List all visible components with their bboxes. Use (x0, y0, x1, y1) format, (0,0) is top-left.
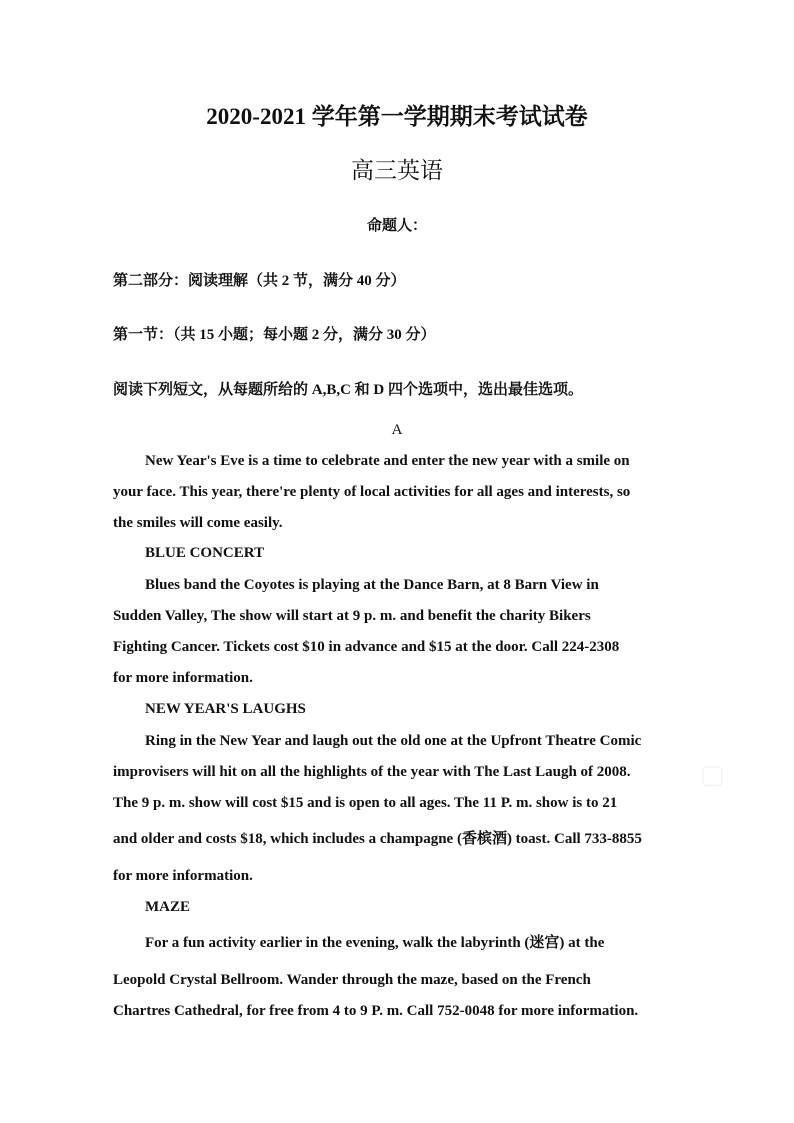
intro-line: your face. This year, there're plenty of local activities for all ages and interests, so (113, 484, 631, 500)
instruction-text: 阅读下列短文，从每题所给的 A,B,C 和 D 四个选项中，选出最佳选项。 (113, 382, 584, 398)
intro-line: New Year's Eve is a time to celebrate and enter the new year with a smile on (145, 453, 630, 469)
laughs-line: improvisers will hit on all the highlights of the year with The Last Laugh of 2008. (113, 764, 631, 780)
maze-line: Chartres Cathedral, for free from 4 to 9 P. m. Call 752-0048 for more information. (113, 1003, 639, 1019)
exam-subject: 高三英语 (351, 158, 443, 183)
laughs-heading: NEW YEAR'S LAUGHS (145, 701, 306, 717)
blue-concert-line: Fighting Cancer. Tickets cost $10 in advance and $15 at the door. Call 224-2308 (113, 639, 620, 655)
part-heading: 第二部分：阅读理解（共 2 节，满分 40 分） (113, 273, 406, 289)
blue-concert-heading: BLUE CONCERT (145, 545, 265, 561)
maze-line: Leopold Crystal Bellroom. Wander through the maze, based on the French (113, 972, 591, 988)
blue-concert-line: for more information. (113, 670, 253, 686)
blue-concert-line: Blues band the Coyotes is playing at the Dance Barn, at 8 Barn View in (145, 577, 599, 593)
subsection-heading: 第一节：（共 15 小题；每小题 2 分，满分 30 分） (113, 327, 436, 343)
passage-label: A (391, 422, 403, 438)
intro-line: the smiles will come easily. (113, 515, 283, 531)
laughs-line: The 9 p. m. show will cost $15 and is open to all ages. The 11 P. m. show is to 21 (113, 795, 618, 811)
watermark-icon: ▢ (700, 760, 725, 790)
author-label: 命题人： (366, 218, 427, 234)
laughs-line: and older and costs $18, which includes a champagne (香槟酒) toast. Call 733-8855 (113, 831, 642, 847)
exam-title: 2020-2021 学年第一学期期末考试试卷 (206, 104, 588, 129)
maze-heading: MAZE (145, 899, 190, 915)
blue-concert-line: Sudden Valley, The show will start at 9 p. m. and benefit the charity Bikers (113, 608, 591, 624)
laughs-line: Ring in the New Year and laugh out the old one at the Upfront Theatre Comic (145, 733, 642, 749)
maze-line: For a fun activity earlier in the evening, walk the labyrinth (迷宫) at the (145, 935, 605, 951)
laughs-line: for more information. (113, 868, 253, 884)
